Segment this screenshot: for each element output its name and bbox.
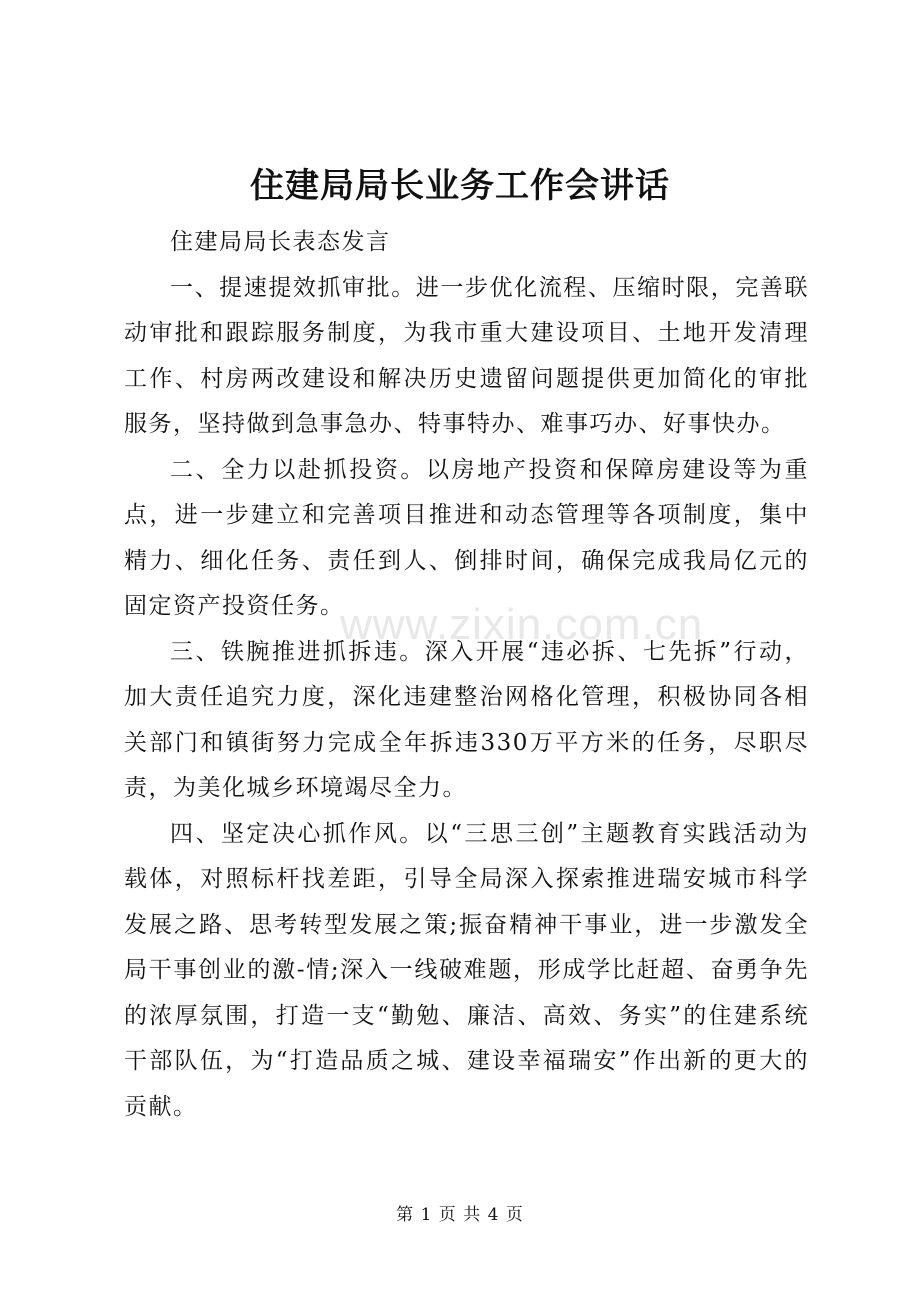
document-body [124, 220, 809, 1130]
paragraph-work-style: 四、坚定决心抓作风。以“三思三创”主题教育实践活动为载体，对照标杆找差距，引导全局深入探索推进瑞安城市科学发展之路、思考转型发展之策;振奋精神干事业，进一步激发全局干事创业的激-情;深入一线破难题，形成学比赶超、奋勇争先的浓厚氛围，打造一支“勤勉、廉洁、高效、务实”的住建系统干部队伍，为“打造品质之城、建设幸福瑞安”作出新的更大的贡献。 [124, 820, 809, 1120]
paragraph-approval: 一、提速提效抓审批。进一步优化流程、压缩时限，完善联动审批和跟踪服务制度，为我市重大建设项目、土地开发清理工作、村房两改建设和解决历史遗留问题提供更加简化的审批服务，坚持做到急事急办、特事特办、难事巧办、好事快办。 [124, 274, 809, 437]
paragraph-demolition: 三、铁腕推进抓拆违。深入开展“违必拆、七先拆”行动，加大责任追究力度，深化违建整治网格化管理，积极协同各相关部门和镇街努力完成全年拆违330万平方米的任务，尽职尽责，为美化城乡环境竭尽全力。 [124, 638, 809, 801]
page-footer: 第 1 页 共 4 页 [396, 1205, 524, 1225]
watermark: www.zixin.com.cn [340, 600, 704, 649]
subtitle-paragraph: 住建局局长表态发言 [170, 229, 391, 255]
document-title: 住建局局长业务工作会讲话 [250, 166, 670, 206]
paragraph-investment: 二、全力以赴抓投资。以房地产投资和保障房建设等为重点，进一步建立和完善项目推进和动态管理等各项制度，集中精力、细化任务、责任到人、倒排时间，确保完成我局亿元的固定资产投资任务。 [124, 456, 809, 619]
